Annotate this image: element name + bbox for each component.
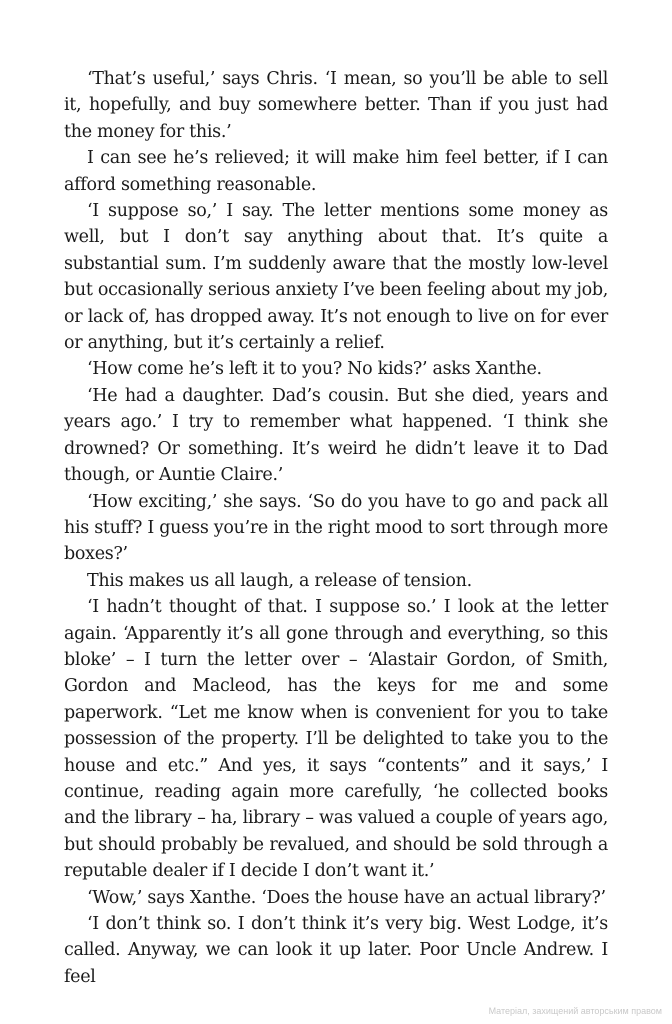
- copyright-watermark: Матеріал, захищений авторським правом: [488, 1006, 662, 1016]
- paragraph-1: ‘That’s useful,’ says Chris. ‘I mean, so you’ll be able to sell it, hopefully, and buy somewhere better. Than if you just had the money for this.’: [64, 69, 608, 142]
- paragraph-6: ‘How exciting,’ she says. ‘So do you have to go and pack all his stuff? I guess you’re in the right mood to sort through more boxes?’: [64, 491, 608, 565]
- paragraph-3: ‘I suppose so,’ I say. The letter mentions some money as well, but I don’t say anything about that. It’s quite a substantial sum. I’m suddenly aware that the mostly low-level but occasionally serious anxiety I’ve been feeling about my job, or lack of, has dropped away. It’s not enough to live on for ever or anything, but it’s certainly a relief.: [64, 201, 608, 354]
- paragraph-10: ‘I don’t think so. I don’t think it’s very big. West Lodge, it’s called. Anyway, we can look it up later. Poor Uncle Andrew. I feel: [64, 914, 608, 987]
- paragraph-8: ‘I hadn’t thought of that. I suppose so.’ I look at the letter again. ‘Apparently it’s all gone through and everything, so this bloke’ – I turn the letter over – ‘Alastair Gordon, of Smith, Gordon and Macleod, has the keys for me and some paperwork. “Let me know when is convenient for you to take possession of the property. I’ll be delighted to take you to the house and etc.” And yes, it says “contents” and it says,’ I continue, reading again more carefully, ‘he collected books and the library – ha, library – was valued a couple of years ago, but should probably be revalued, and should be sold through a reputable dealer if I decide I don’t want it.’: [64, 597, 608, 882]
- paragraph-5: ‘He had a daughter. Dad’s cousin. But she died, years and years ago.’ I try to remember what happened. ‘I think she drowned? Or something. It’s weird he didn’t leave it to Dad though, or Auntie Claire.’: [64, 385, 608, 486]
- paragraph-2: I can see he’s relieved; it will make him feel better, if I can afford something reasonable.: [64, 148, 608, 195]
- paragraph-7: This makes us all laugh, a release of tension.: [87, 570, 472, 591]
- paragraph-4: ‘How come he’s left it to you? No kids?’ asks Xanthe.: [87, 359, 542, 380]
- book-page-text: [64, 66, 608, 990]
- paragraph-9: ‘Wow,’ says Xanthe. ‘Does the house have an actual library?’: [87, 887, 606, 908]
